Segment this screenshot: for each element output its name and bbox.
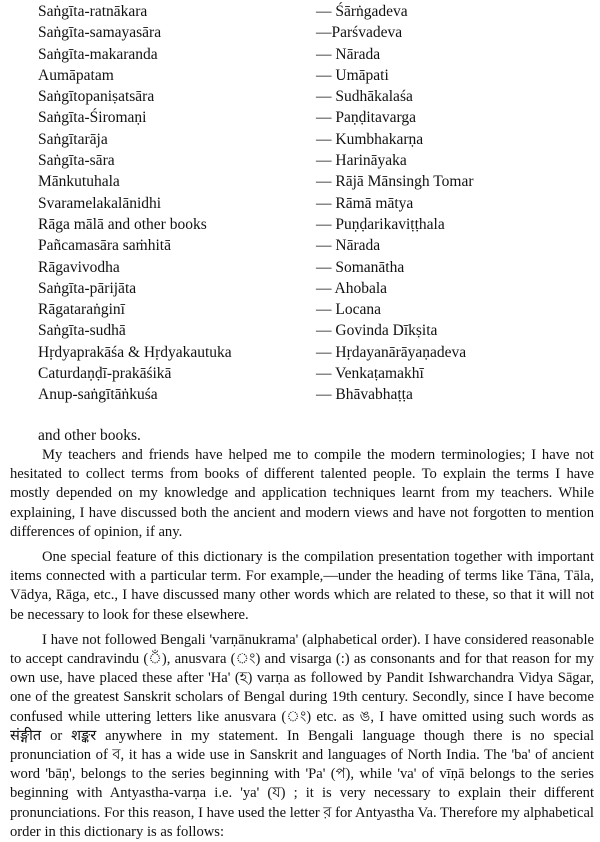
book-title: Saṅgīta-Śiromaṇi <box>38 109 147 127</box>
author-name: — Somanātha <box>316 258 405 276</box>
book-title: Rāgavivodha <box>38 258 120 276</box>
list-item <box>38 171 598 192</box>
author-name: — Rāmā mātya <box>316 194 414 212</box>
author-name: — Govinda Dīkṣita <box>316 322 438 340</box>
book-title: Aumāpatam <box>38 66 114 84</box>
book-title: Saṅgīta-pārijāta <box>38 279 137 297</box>
book-title: Saṅgīta-makaranda <box>38 45 158 63</box>
book-title: Svaramelakalānidhi <box>38 194 162 212</box>
paragraph: I have not followed Bengali 'varṇānukrama' (alphabetical order). I have considered reasonable to accept candravindu (ঁ), anusvara (ং) and visarga (:) as consonants and for that reason for my own use, have placed these after 'Ha' (হ) varṇa as followed by Pandit Ishwarchandra Vidya Sāgar, one of the greatest Sanskrit scholars of Bengal during 19th century. Secondly, since I have become confused while uttering letters like anusvara (ং) etc. as ঙ, I have omitted using such words as संङ्गीत or शङ्कर anywhere in my statement. In Bengali language though there is no special pronunciation of ব, it has a wide use in Sanskrit and languages of North India. The 'ba' of ancient word 'bāṇ', belongs to the series beginning with 'Pa' (প), while 'va' of vīṇā belongs to the series beginning with Antyastha-varṇa i.e. 'ya' (য) ; it is very necessary to explain their different pronunciations. For this reason, I have used the letter ব় for Antyastha Va. Therefore my alphabetical order in this dictionary is as follows: <box>10 631 594 840</box>
book-title: Saṅgītarāja <box>38 130 108 148</box>
book-title: Rāgataraṅginī <box>38 301 125 319</box>
author-name: — Sudhākalaśa <box>316 88 413 106</box>
list-item <box>38 363 598 384</box>
list-item <box>38 235 598 256</box>
list-item <box>38 129 598 150</box>
author-name: — Harināyaka <box>316 152 407 170</box>
list-item <box>38 65 598 86</box>
author-name: — Nārada <box>316 45 381 63</box>
author-name: — Umāpati <box>316 66 389 84</box>
author-name: — Venkaṭamakhī <box>316 365 424 383</box>
paragraph: One special feature of this dictionary is the compilation presentation together with important items connected with a particular term. For example,—under the heading of terms like Tāna, Tāla, Vādya, Rāga, etc., I have discussed many other words which are related to these, so that it will not be necessary to look for these elsewhere. <box>10 549 594 623</box>
text-author-list <box>38 1 598 406</box>
list-item <box>38 320 598 341</box>
book-title: Caturdaṇḍī-prakāśikā <box>38 365 172 383</box>
list-item <box>38 150 598 171</box>
list-item <box>38 342 598 363</box>
list-item <box>38 257 598 278</box>
paragraph: My teachers and friends have helped me to compile the modern terminologies; I have not hesitated to collect terms from books of different talented people. To explain the terms I have mostly depended on my knowledge and application techniques learnt from my teachers. While explaining, I have discussed both the ancient and modern views and have not forgotten to mention differences of opinion, if any. <box>10 447 594 540</box>
list-item <box>38 278 598 299</box>
list-item <box>38 214 598 235</box>
author-name: — Śārṅgadeva <box>316 3 408 20</box>
list-tail-note: and other books. <box>38 427 141 444</box>
author-name: — Rājā Mānsingh Tomar <box>316 173 474 191</box>
list-item <box>38 384 598 405</box>
book-title: Saṅgīta-samayasāra <box>38 24 162 42</box>
list-item <box>38 86 598 107</box>
list-item <box>38 193 598 214</box>
book-title: Rāga mālā and other books <box>38 215 207 233</box>
author-name: — Kumbhakarṇa <box>316 130 424 148</box>
book-title: Anup-saṅgītāṅkuśa <box>38 386 158 404</box>
list-item <box>38 299 598 320</box>
book-title: Hṛdyaprakāśa & Hṛdyakautuka <box>38 343 232 361</box>
list-item <box>38 22 598 43</box>
author-name: —Parśvadeva <box>316 24 403 42</box>
book-title: Saṅgīta-sāra <box>38 152 115 170</box>
list-item <box>38 107 598 128</box>
body-text <box>10 446 594 842</box>
author-name: — Locana <box>316 301 381 319</box>
author-name: — Ahobala <box>316 279 388 297</box>
author-name: — Puṇḍarikaviṭṭhala <box>316 215 445 233</box>
book-title: Saṅgītopaniṣatsāra <box>38 88 155 106</box>
author-name: — Bhāvabhaṭṭa <box>316 386 413 404</box>
author-name: — Hṛdayanārāyaṇadeva <box>316 343 467 361</box>
book-title: Pañcamasāra saṁhitā <box>38 237 171 255</box>
book-title: Saṅgīta-sudhā <box>38 322 126 340</box>
book-title: Mānkutuhala <box>38 173 120 191</box>
author-name: — Nārada <box>316 237 381 255</box>
author-name: — Paṇḍitavarga <box>316 109 417 127</box>
book-title: Saṅgīta-ratnākara <box>38 3 148 20</box>
list-item <box>38 44 598 65</box>
list-item <box>38 1 598 22</box>
